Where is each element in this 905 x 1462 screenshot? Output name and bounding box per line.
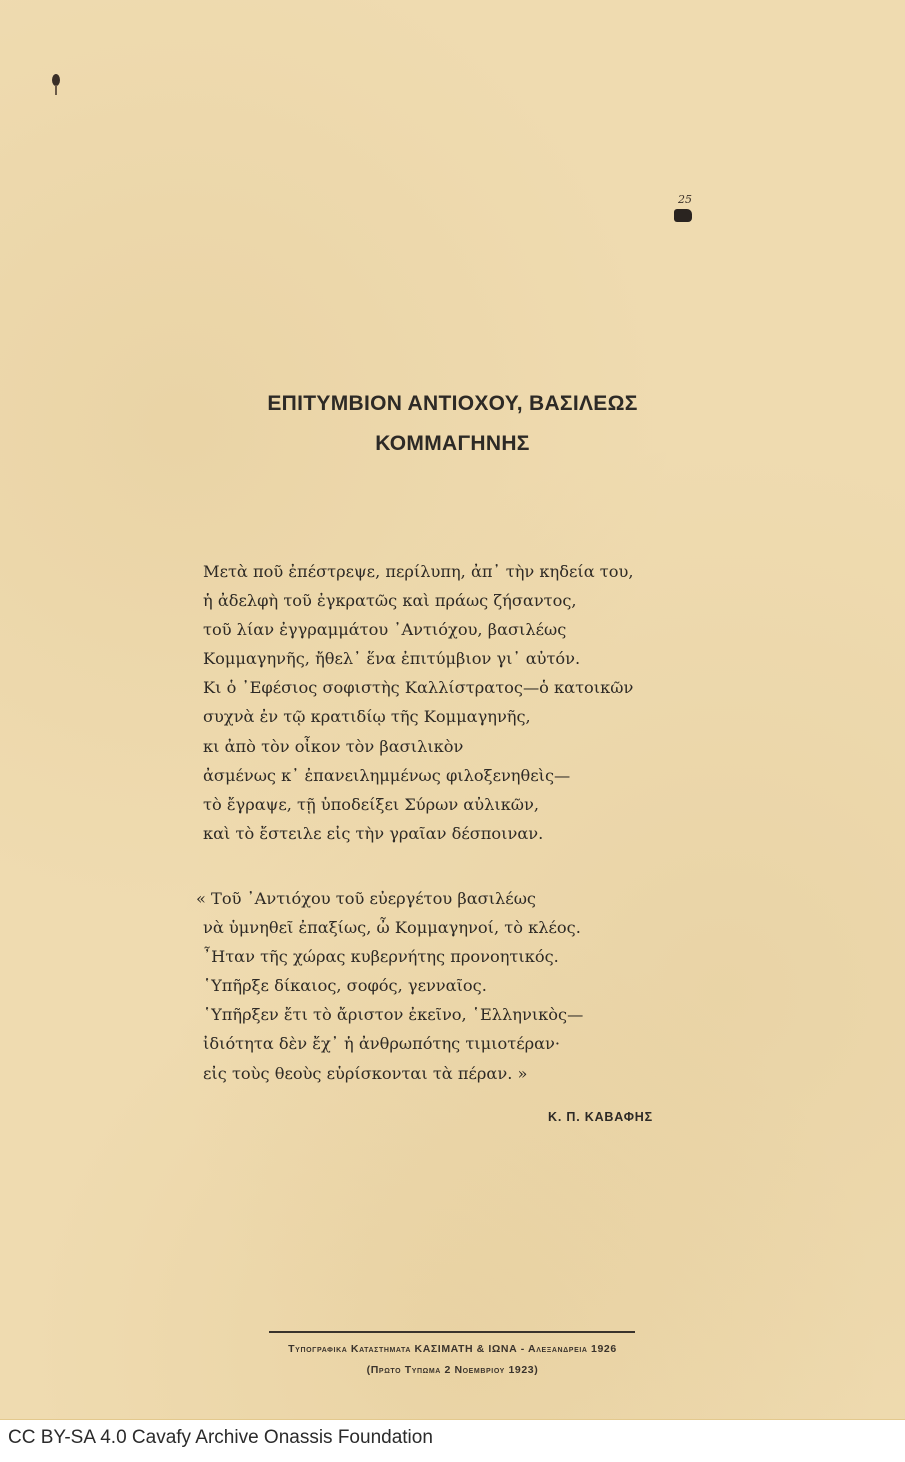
verse-line: ἀσμένως κ᾿ ἐπανειλημμένως φιλοξενηθεὶς— <box>203 765 571 785</box>
verse-line: ῾Υπῆρξεν ἔτι τὸ ἄριστον ἐκεῖνο, ῾Ελληνικὸς— <box>203 1005 584 1025</box>
verse-line: ῏Ηταν τῆς χώρας κυβερνήτης προνοητικός. <box>203 947 559 967</box>
verse-line: καὶ τὸ ἔστειλε εἰς τὴν γραῖαν δέσποιναν. <box>203 823 544 843</box>
verse-line: ἰδιότητα δὲν ἔχ᾿ ἡ ἀνθρωπότης τιμιοτέραν· <box>203 1034 561 1054</box>
verse-line: εἰς τοὺς θεοὺς εὑρίσκονται τὰ πέραν. » <box>203 1063 528 1083</box>
verse-line: Κι ὁ ᾿Εφέσιος σοφιστὴς Καλλίστρατος—ὁ κατοικῶν <box>203 678 634 698</box>
verse-line: « Τοῦ ᾿Αντιόχου τοῦ εὐεργέτου βασιλέως <box>196 889 536 908</box>
verse-line: τοῦ λίαν ἐγγραμμάτου ᾿Αντιόχου, βασιλέως <box>203 620 567 640</box>
ink-mark-icon <box>52 74 60 86</box>
license-caption: CC BY-SA 4.0 Cavafy Archive Onassis Foundation <box>8 1427 433 1448</box>
verse-line: συχνὰ ἐν τῷ κρατιδίῳ τῆς Κομμαγηνῆς, <box>203 707 531 727</box>
handwritten-page-number: 25 <box>678 193 692 206</box>
verse-line: ἡ ἀδελφὴ τοῦ ἐγκρατῶς καὶ πράως ζήσαντος, <box>203 591 577 611</box>
poem-title-line-1: ΕΠΙΤΥΜΒΙΟΝ ΑΝΤΙΟΧΟΥ, ΒΑΣΙΛΕΩΣ <box>267 392 638 415</box>
poem-title-line-2: ΚΟΜΜΑΓΗΝΗΣ <box>375 432 530 455</box>
stanza-1 <box>203 557 633 848</box>
stanza-2-epitaph <box>196 884 584 1088</box>
first-print-note: (Πρωτο Τυπωμα 2 Νοεμβριου 1923) <box>366 1364 539 1376</box>
verse-line: Μετὰ ποῦ ἐπέστρεψε, περίλυπη, ἀπ᾿ τὴν κηδεία του, <box>203 562 634 581</box>
verse-line: κι ἀπὸ τὸν οἶκον τὸν βασιλικὸν <box>203 736 464 756</box>
verse-line: τὸ ἔγραψε, τῇ ὑποδείξει Σύρων αὐλικῶν, <box>203 794 539 814</box>
verse-line: ῾Υπῆρξε δίκαιος, σοφός, γενναῖος. <box>203 976 487 996</box>
archive-stamp-icon <box>674 209 692 222</box>
verse-line: νὰ ὑμνηθεῖ ἐπαξίως, ὦ Κομμαγηνοί, τὸ κλέος. <box>203 918 581 938</box>
printer-imprint: Τυπογραφικα Καταστηματα ΚΑΣΙΜΑΤΗ & ΙΩΝΑ - Αλεξανδρεια 1926 <box>288 1343 617 1355</box>
divider-rule <box>269 1331 635 1333</box>
verse-line: Κομμαγηνῆς, ἤθελ᾿ ἕνα ἐπιτύμβιον γι᾿ αὐτόν. <box>203 649 581 669</box>
author-signature: Κ. Π. ΚΑΒΑΦΗΣ <box>548 1110 653 1124</box>
